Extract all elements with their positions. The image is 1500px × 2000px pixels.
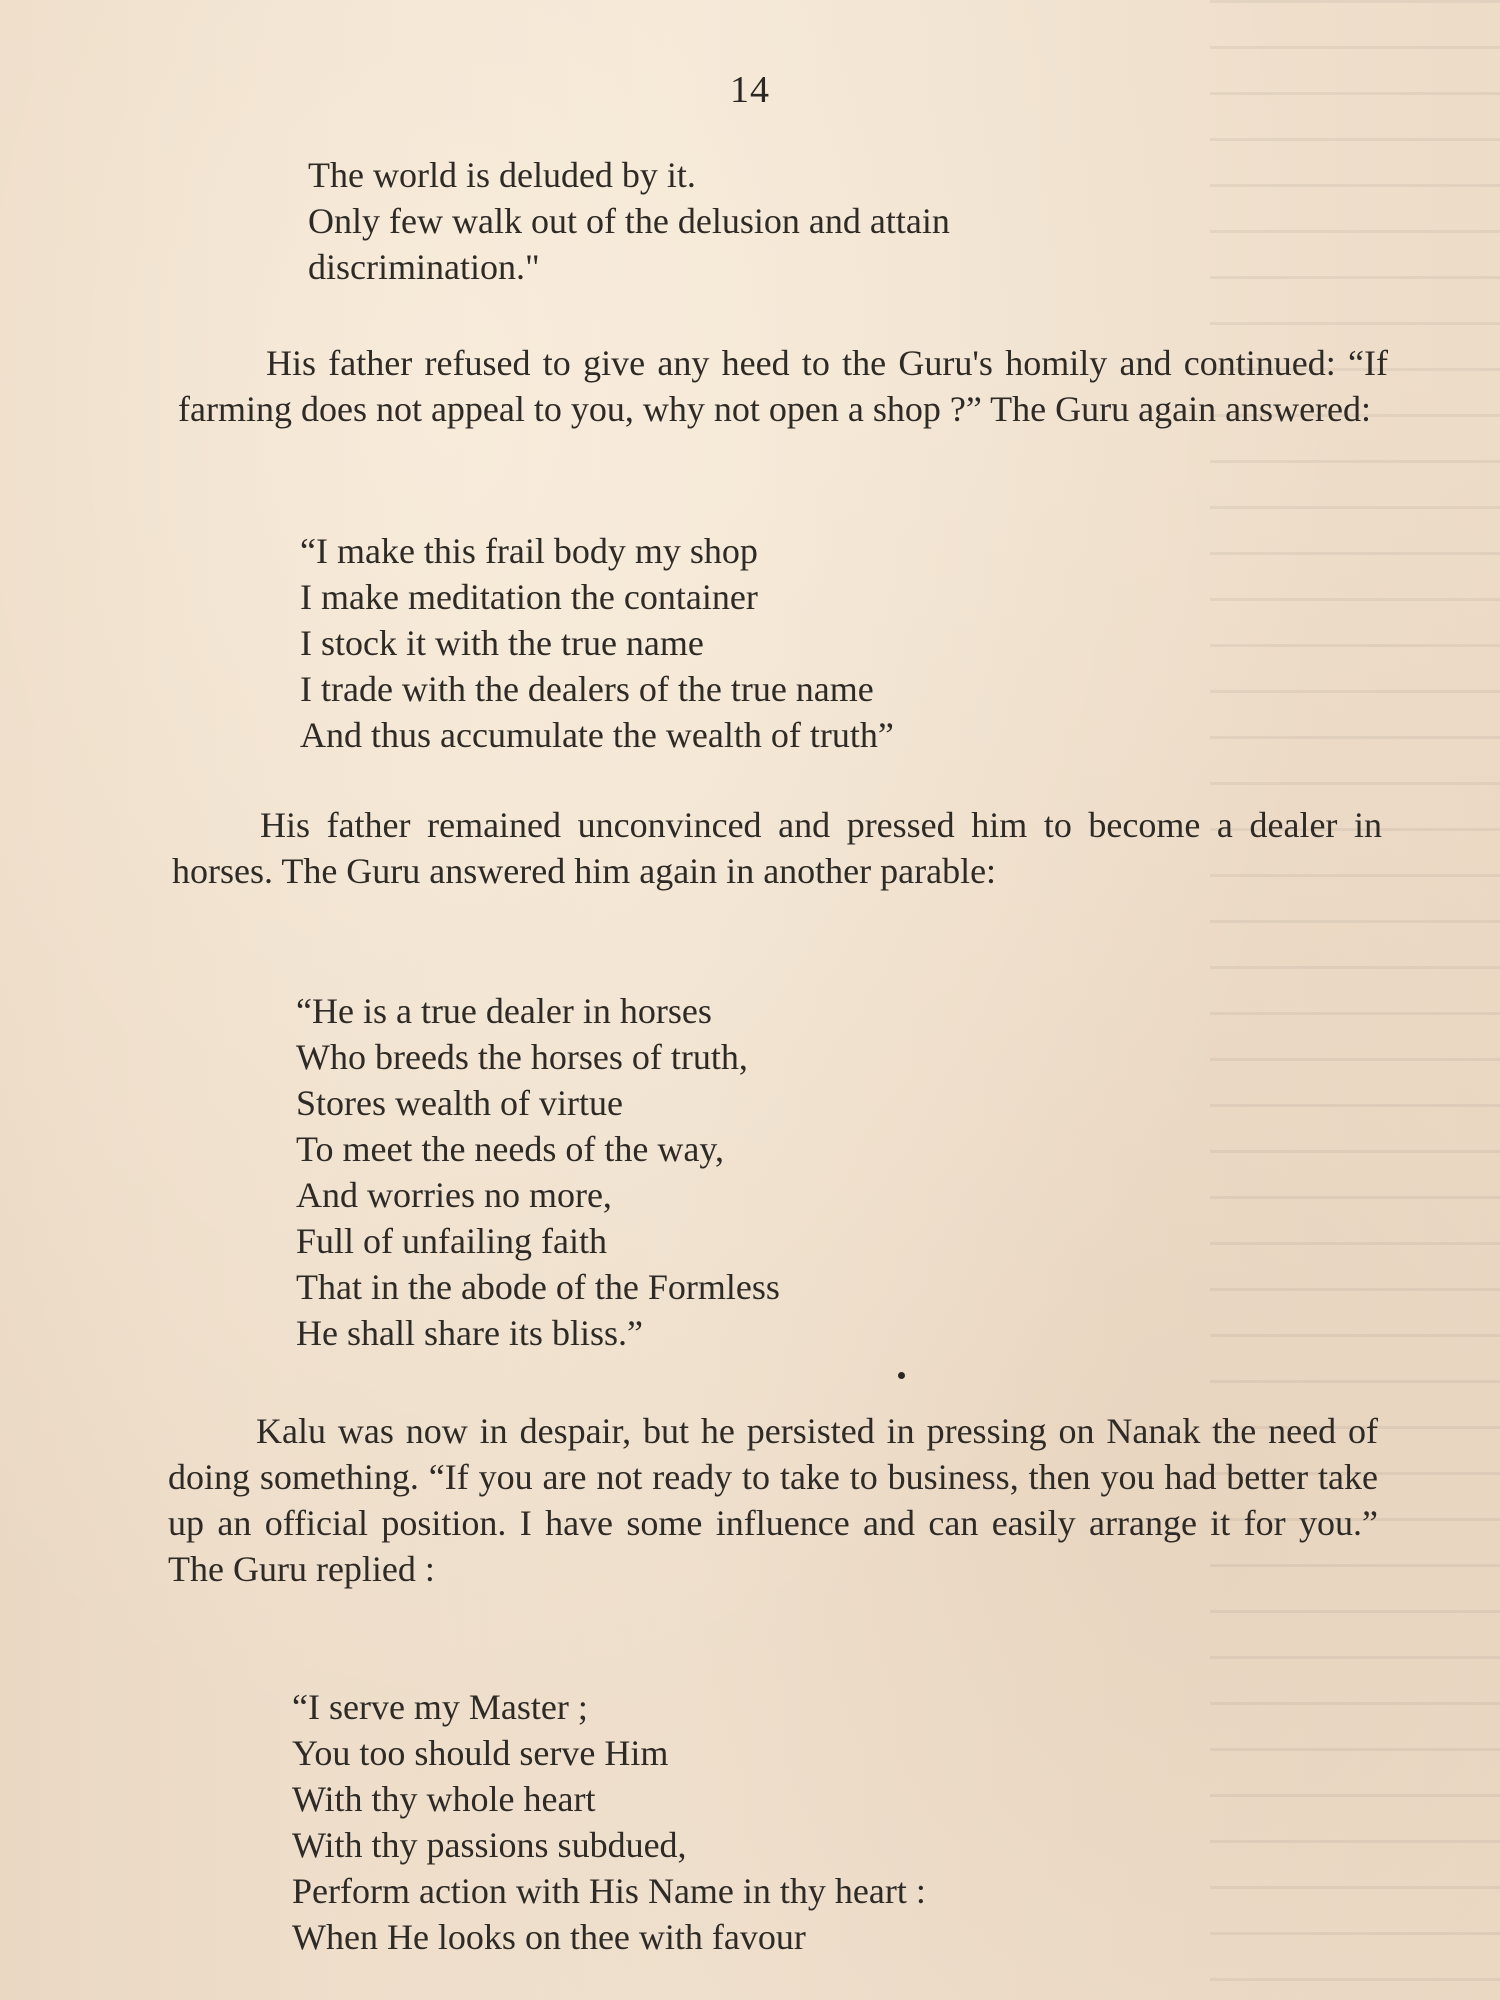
verse-line: He shall share its bliss.”: [296, 1313, 643, 1353]
verse-line: I make meditation the container: [300, 577, 758, 617]
paragraph-3: [168, 1408, 1378, 1592]
verse-line: With thy passions subdued,: [292, 1825, 687, 1865]
verse-line: “I serve my Master ;: [292, 1687, 588, 1727]
verse-line: Perform action with His Name in thy heart :: [292, 1871, 926, 1911]
verse-block-4: [292, 1684, 1192, 1960]
verse-line: To meet the needs of the way,: [296, 1129, 724, 1169]
verse-line: “He is a true dealer in horses: [296, 991, 712, 1031]
verse-line: Stores wealth of virtue: [296, 1083, 623, 1123]
paragraph-text: His father refused to give any heed to the Guru's homily and continued: “If farming does not appeal to you, why not open a shop ?” The Guru again answered:: [178, 343, 1388, 429]
verse-line: I trade with the dealers of the true name: [300, 669, 874, 709]
verse-line: Full of unfailing faith: [296, 1221, 607, 1261]
paragraph-text: Kalu was now in despair, but he persisted in pressing on Nanak the need of doing something. “If you are not ready to take to business, then you had better take up an official position. I have some influence and can easily arrange it for you.” The Guru replied :: [168, 1411, 1378, 1589]
verse-line: discrimination.": [308, 247, 540, 287]
verse-block-1: [308, 152, 1208, 290]
verse-line: You too should serve Him: [292, 1733, 669, 1773]
verse-line: With thy whole heart: [292, 1779, 596, 1819]
verse-block-3: [296, 988, 1196, 1356]
ink-speck: [898, 1372, 905, 1379]
verse-line: The world is deluded by it.: [308, 155, 696, 195]
verse-line: When He looks on thee with favour: [292, 1917, 806, 1957]
page-number: 14: [730, 69, 770, 111]
verse-line: “I make this frail body my shop: [300, 531, 758, 571]
verse-line: I stock it with the true name: [300, 623, 704, 663]
verse-line: Only few walk out of the delusion and attain: [308, 201, 950, 241]
verse-line: And thus accumulate the wealth of truth”: [300, 715, 894, 755]
verse-line: That in the abode of the Formless: [296, 1267, 780, 1307]
verse-line: And worries no more,: [296, 1175, 612, 1215]
verse-block-2: [300, 528, 1200, 758]
bleed-through-text: [1210, 0, 1500, 2000]
paragraph-text: His father remained unconvinced and pressed him to become a dealer in horses. The Guru answered him again in another parable:: [172, 805, 1382, 891]
paragraph-2: [172, 802, 1382, 894]
verse-line: Who breeds the horses of truth,: [296, 1037, 748, 1077]
paragraph-1: [178, 340, 1388, 432]
